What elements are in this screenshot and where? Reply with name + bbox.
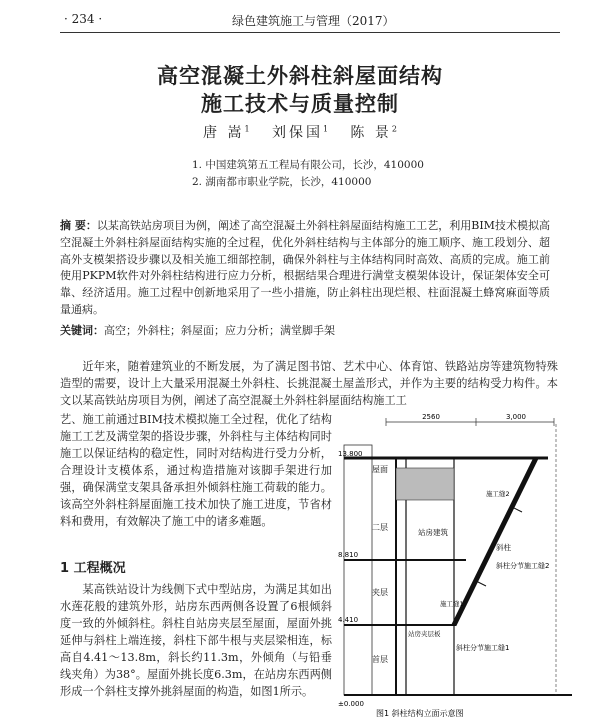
author-1-aff: 1: [244, 124, 250, 134]
floor-ground: 首层: [372, 655, 388, 664]
abstract-text: 以某高铁站房项目为例，阐述了高空混凝土外斜柱斜屋面结构施工工艺，利用BIM技术模拟高空混凝土外斜柱斜屋面结构实施的全过程，优化外斜柱结构与主体部分的施工顺序、施工段划分、超高外支模架搭设步骤以及相关施工细部控制，确保外斜柱与主体结构同时高效、高质的完成。施工前使用PKPM软件对外斜柱结构进行应力分析，根据结果合理进行满堂支模架体设计，保证架体安全可靠、经济适用。施工过程中创新地采用了一些小措施，防止斜柱出现烂根、柱面混凝土蜂窝麻面等质量通病。: [60, 219, 550, 316]
page-number: · 234 ·: [64, 12, 103, 26]
elev-8810: 8.810: [338, 551, 359, 559]
keywords-text: 高空；外斜柱；斜屋面；应力分析；满堂脚手架: [104, 324, 335, 337]
intro-paragraph-continued: 艺、施工前通过BIM技术模拟施工全过程，优化了结构施工工艺及满堂架的搭设步骤，外斜柱与主体结构同时施工以保证结构的稳定性，同时对结构进行受力分析，合理设计支模体系，通过构造措施对该脚手架进行加强，确保满堂支架具备承担外倾斜柱施工荷载的能力。该高空外斜柱斜屋面施工技术加快了施工进度，节省材料和费用，有效解决了施工中的诸多难题。: [60, 413, 332, 528]
abstract: [60, 218, 550, 319]
intro-paragraph: 近年来，随着建筑业的不断发展，为了满足图书馆、艺术中心、体育馆、铁路站房等建筑物特殊造型的需要，设计上大量采用混凝土外斜柱、长挑混凝土屋盖形式，并作为主要的结构受力构件。本文以某高铁站房项目为例，阐述了高空混凝土外斜柱斜屋面结构施工工: [60, 360, 558, 407]
note-station-building: 站房建筑: [418, 528, 448, 537]
title-line-2: 施工技术与质量控制: [201, 91, 399, 116]
note-joint-2: 斜柱分节施工缝2: [496, 562, 550, 570]
floor-mezzanine: 夹层: [372, 588, 388, 597]
author-2: 刘保国: [271, 125, 323, 141]
affiliation-1: 1. 中国建筑第五工程局有限公司，长沙，410000: [192, 159, 424, 171]
keywords: [60, 322, 550, 339]
author-2-aff: 1: [322, 124, 329, 134]
floor-roof: 屋面: [372, 465, 388, 474]
title-line-1: 高空混凝土外斜柱斜屋面结构: [157, 63, 443, 88]
author-1: 唐 嵩: [203, 125, 245, 141]
elev-0000: ±0.000: [338, 700, 364, 708]
figure-1: [336, 410, 576, 720]
floor-second: 二层: [372, 523, 388, 532]
section-body: 某高铁站设计为线侧下式中型站房，为满足其如出水莲花般的建筑外形，站房东西两侧各设置了6根倾斜度一致的外倾斜柱。斜柱自站房夹层至屋面，屋面外挑延伸与斜柱上端连接，斜柱下部牛根与夹层梁相连，标高自4.41～13.8m，斜长约11.3m，外倾角（与铅垂线夹角）为38°。屋面外挑长度6.3m，在站房东西两侧形成一个斜柱支撑外挑斜屋面的构造，如图1所示。: [60, 583, 332, 698]
dim-label-2: 3,000: [505, 413, 527, 421]
authors: [0, 122, 600, 142]
structure-elevation-diagram: [336, 410, 576, 720]
label-mezzanine-slab: 站房夹层板: [408, 630, 441, 638]
label-joint-2: 施工缝2: [486, 490, 510, 498]
section-heading: 1 工程概况: [60, 561, 126, 576]
abstract-label: 摘 要：: [60, 219, 97, 232]
label-joint-1: 施工缝1: [440, 600, 464, 608]
note-joint-1: 斜柱分节施工缝1: [456, 644, 510, 652]
affiliation-2: 2. 湖南都市职业学院，长沙，410000: [192, 176, 372, 188]
header-rule: [60, 32, 560, 33]
left-grid-column: [344, 445, 372, 695]
inclined-column: [454, 458, 536, 625]
roof-beam: [396, 468, 454, 500]
note-inclined-column: 斜柱: [496, 543, 511, 552]
elev-13800: 13.800: [338, 450, 363, 458]
figure-caption: 图1 斜柱结构立面示意图: [376, 709, 464, 718]
dim-label-1: 2560: [422, 413, 440, 421]
elev-4410: 4.410: [338, 616, 359, 624]
author-3: 陈 景: [350, 125, 392, 141]
author-3-aff: 2: [391, 124, 397, 134]
keywords-label: 关键词：: [60, 324, 104, 337]
journal-name: 绿色建筑施工与管理（2017）: [232, 14, 395, 28]
